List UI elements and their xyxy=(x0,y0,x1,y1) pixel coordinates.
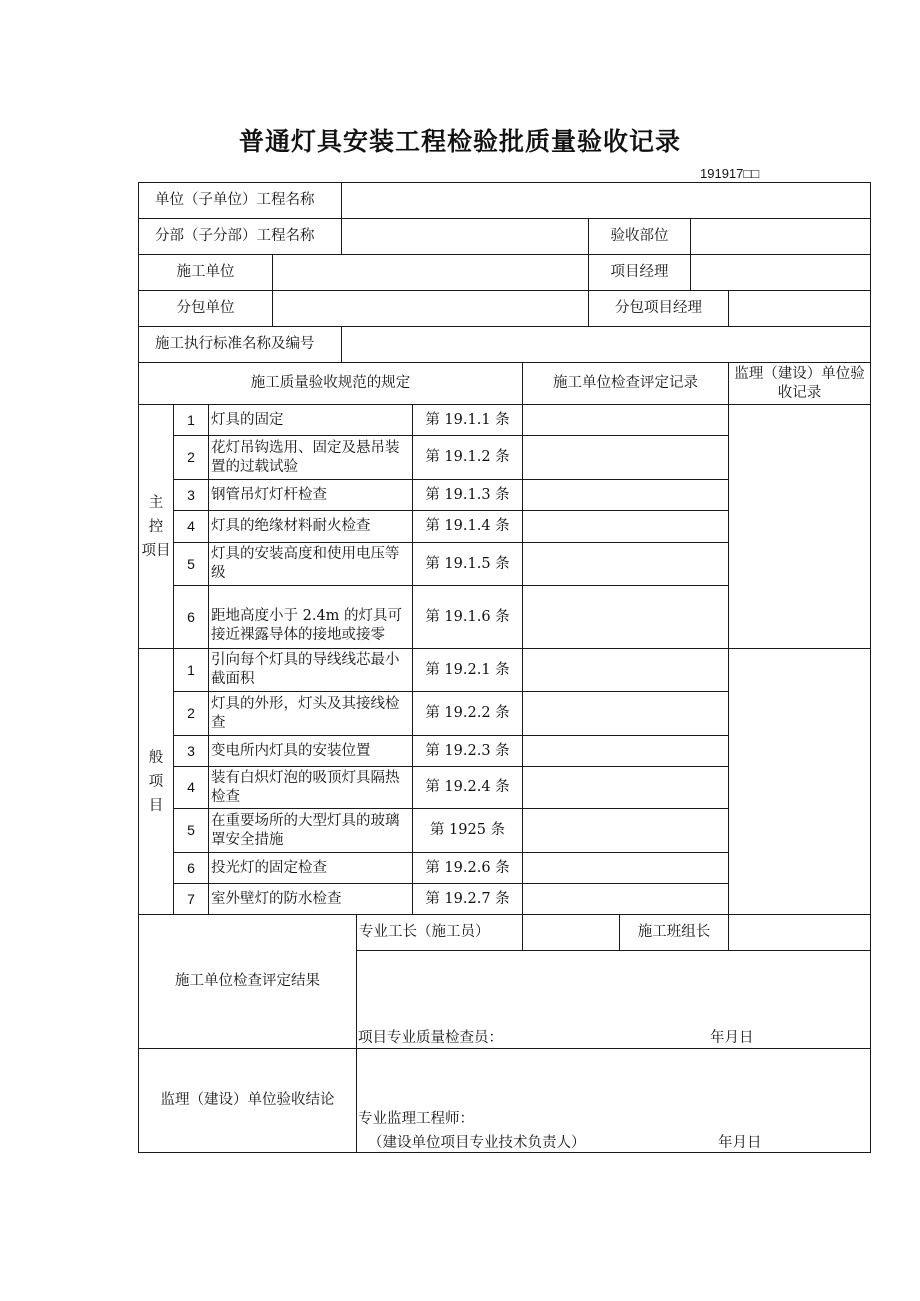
main-item-record[interactable] xyxy=(522,585,729,649)
general-item-no: 6 xyxy=(173,852,209,884)
sub-project-label: 分部（子分部）工程名称 xyxy=(138,218,342,255)
main-item-no: 1 xyxy=(173,404,209,436)
engineer-label: 专业监理工程师： xyxy=(358,1111,474,1127)
main-supervision-cell[interactable] xyxy=(728,404,871,649)
main-item-record[interactable] xyxy=(522,435,729,480)
general-item-clause: 第 19.2.2 条 xyxy=(412,691,523,736)
main-item-no: 5 xyxy=(173,542,209,586)
accept-part-value[interactable] xyxy=(690,218,871,255)
general-item-record[interactable] xyxy=(522,766,729,809)
unit-project-label: 单位（子单位）工程名称 xyxy=(138,182,342,219)
general-item-no: 4 xyxy=(173,766,209,809)
subcontract-unit-value[interactable] xyxy=(272,290,589,327)
general-item-record[interactable] xyxy=(522,808,729,853)
general-item-clause: 第 19.2.7 条 xyxy=(412,883,523,915)
general-supervision-cell[interactable] xyxy=(728,648,871,915)
accept-part-label: 验收部位 xyxy=(588,218,691,255)
construction-unit-value[interactable] xyxy=(272,254,589,291)
general-item-no: 2 xyxy=(173,691,209,736)
standard-label: 施工执行标准名称及编号 xyxy=(138,326,342,363)
main-item-text: 钢管吊灯灯杆检查 xyxy=(208,479,413,511)
general-item-text: 室外壁灯的防水检查 xyxy=(208,883,413,915)
conclusion-label: 监理（建设）单位验收结论 xyxy=(138,1048,357,1153)
main-item-clause: 第 19.1.5 条 xyxy=(412,542,523,586)
general-item-clause: 第 19.2.1 条 xyxy=(412,648,523,692)
general-label: 般 项 目 xyxy=(138,648,174,915)
tech-lead-label: （建设单位项目专业技术负责人） xyxy=(368,1135,586,1151)
standard-value[interactable] xyxy=(341,326,871,363)
main-control-label: 主 控 项目 xyxy=(138,404,174,649)
check-record-header: 施工单位检查评定记录 xyxy=(522,362,729,405)
general-item-text: 引向每个灯具的导线线芯最小截面积 xyxy=(208,648,413,692)
date-2: 年月日 xyxy=(718,1135,762,1151)
main-item-record[interactable] xyxy=(522,542,729,586)
date-1: 年月日 xyxy=(710,1030,754,1046)
project-manager-label: 项目经理 xyxy=(588,254,691,291)
spec-header: 施工质量验收规范的规定 xyxy=(138,362,523,405)
main-item-record[interactable] xyxy=(522,510,729,543)
main-item-text: 花灯吊钩选用、固定及悬吊装置的过载试验 xyxy=(208,435,413,480)
main-item-clause: 第 19.1.1 条 xyxy=(412,404,523,436)
general-item-record[interactable] xyxy=(522,883,729,915)
main-item-text: 灯具的绝缘材料耐火检查 xyxy=(208,510,413,543)
inspector-label: 项目专业质量检查员： xyxy=(358,1030,503,1046)
subcontract-manager-label: 分包项目经理 xyxy=(588,290,729,327)
team-leader-label: 施工班组长 xyxy=(619,914,729,951)
general-item-record[interactable] xyxy=(522,691,729,736)
team-leader-value[interactable] xyxy=(728,914,871,951)
foreman-value[interactable] xyxy=(522,914,620,951)
general-item-text: 在重要场所的大型灯具的玻璃罩安全措施 xyxy=(208,808,413,853)
subcontract-manager-value[interactable] xyxy=(728,290,871,327)
foreman-label: 专业工长（施工员） xyxy=(356,914,523,951)
general-item-record[interactable] xyxy=(522,735,729,767)
page-title: 普通灯具安装工程检验批质量验收记录 xyxy=(238,127,681,156)
general-item-clause: 第 19.2.3 条 xyxy=(412,735,523,767)
main-item-record[interactable] xyxy=(522,404,729,436)
sub-project-value[interactable] xyxy=(341,218,589,255)
general-item-record[interactable] xyxy=(522,648,729,692)
main-item-clause: 第 19.1.4 条 xyxy=(412,510,523,543)
general-item-no: 1 xyxy=(173,648,209,692)
main-item-clause: 第 19.1.2 条 xyxy=(412,435,523,480)
main-item-text: 灯具的安装高度和使用电压等级 xyxy=(208,542,413,586)
general-item-text: 装有白炽灯泡的吸顶灯具隔热检查 xyxy=(208,766,413,809)
main-item-text: 灯具的固定 xyxy=(208,404,413,436)
unit-project-value[interactable] xyxy=(341,182,871,219)
main-item-no: 4 xyxy=(173,510,209,543)
general-item-clause: 第 1925 条 xyxy=(412,808,523,853)
subcontract-unit-label: 分包单位 xyxy=(138,290,273,327)
main-item-text: 距地高度小于 2.4m 的灯具可接近裸露导体的接地或接零 xyxy=(208,585,413,649)
form-code: 191917□□ xyxy=(700,166,760,181)
supervision-header: 监理（建设）单位验收记录 xyxy=(728,362,871,405)
general-item-record[interactable] xyxy=(522,852,729,884)
main-item-record[interactable] xyxy=(522,479,729,511)
general-item-no: 5 xyxy=(173,808,209,853)
main-item-clause: 第 19.1.6 条 xyxy=(412,585,523,649)
general-item-no: 3 xyxy=(173,735,209,767)
construction-unit-label: 施工单位 xyxy=(138,254,273,291)
general-item-clause: 第 19.2.4 条 xyxy=(412,766,523,809)
general-item-text: 投光灯的固定检查 xyxy=(208,852,413,884)
main-item-no: 6 xyxy=(173,585,209,649)
project-manager-value[interactable] xyxy=(690,254,871,291)
general-item-clause: 第 19.2.6 条 xyxy=(412,852,523,884)
general-item-text: 变电所内灯具的安装位置 xyxy=(208,735,413,767)
general-item-text: 灯具的外形，灯头及其接线检查 xyxy=(208,691,413,736)
main-item-no: 2 xyxy=(173,435,209,480)
general-item-no: 7 xyxy=(173,883,209,915)
check-result-label: 施工单位检查评定结果 xyxy=(138,914,357,1049)
main-item-no: 3 xyxy=(173,479,209,511)
main-item-clause: 第 19.1.3 条 xyxy=(412,479,523,511)
